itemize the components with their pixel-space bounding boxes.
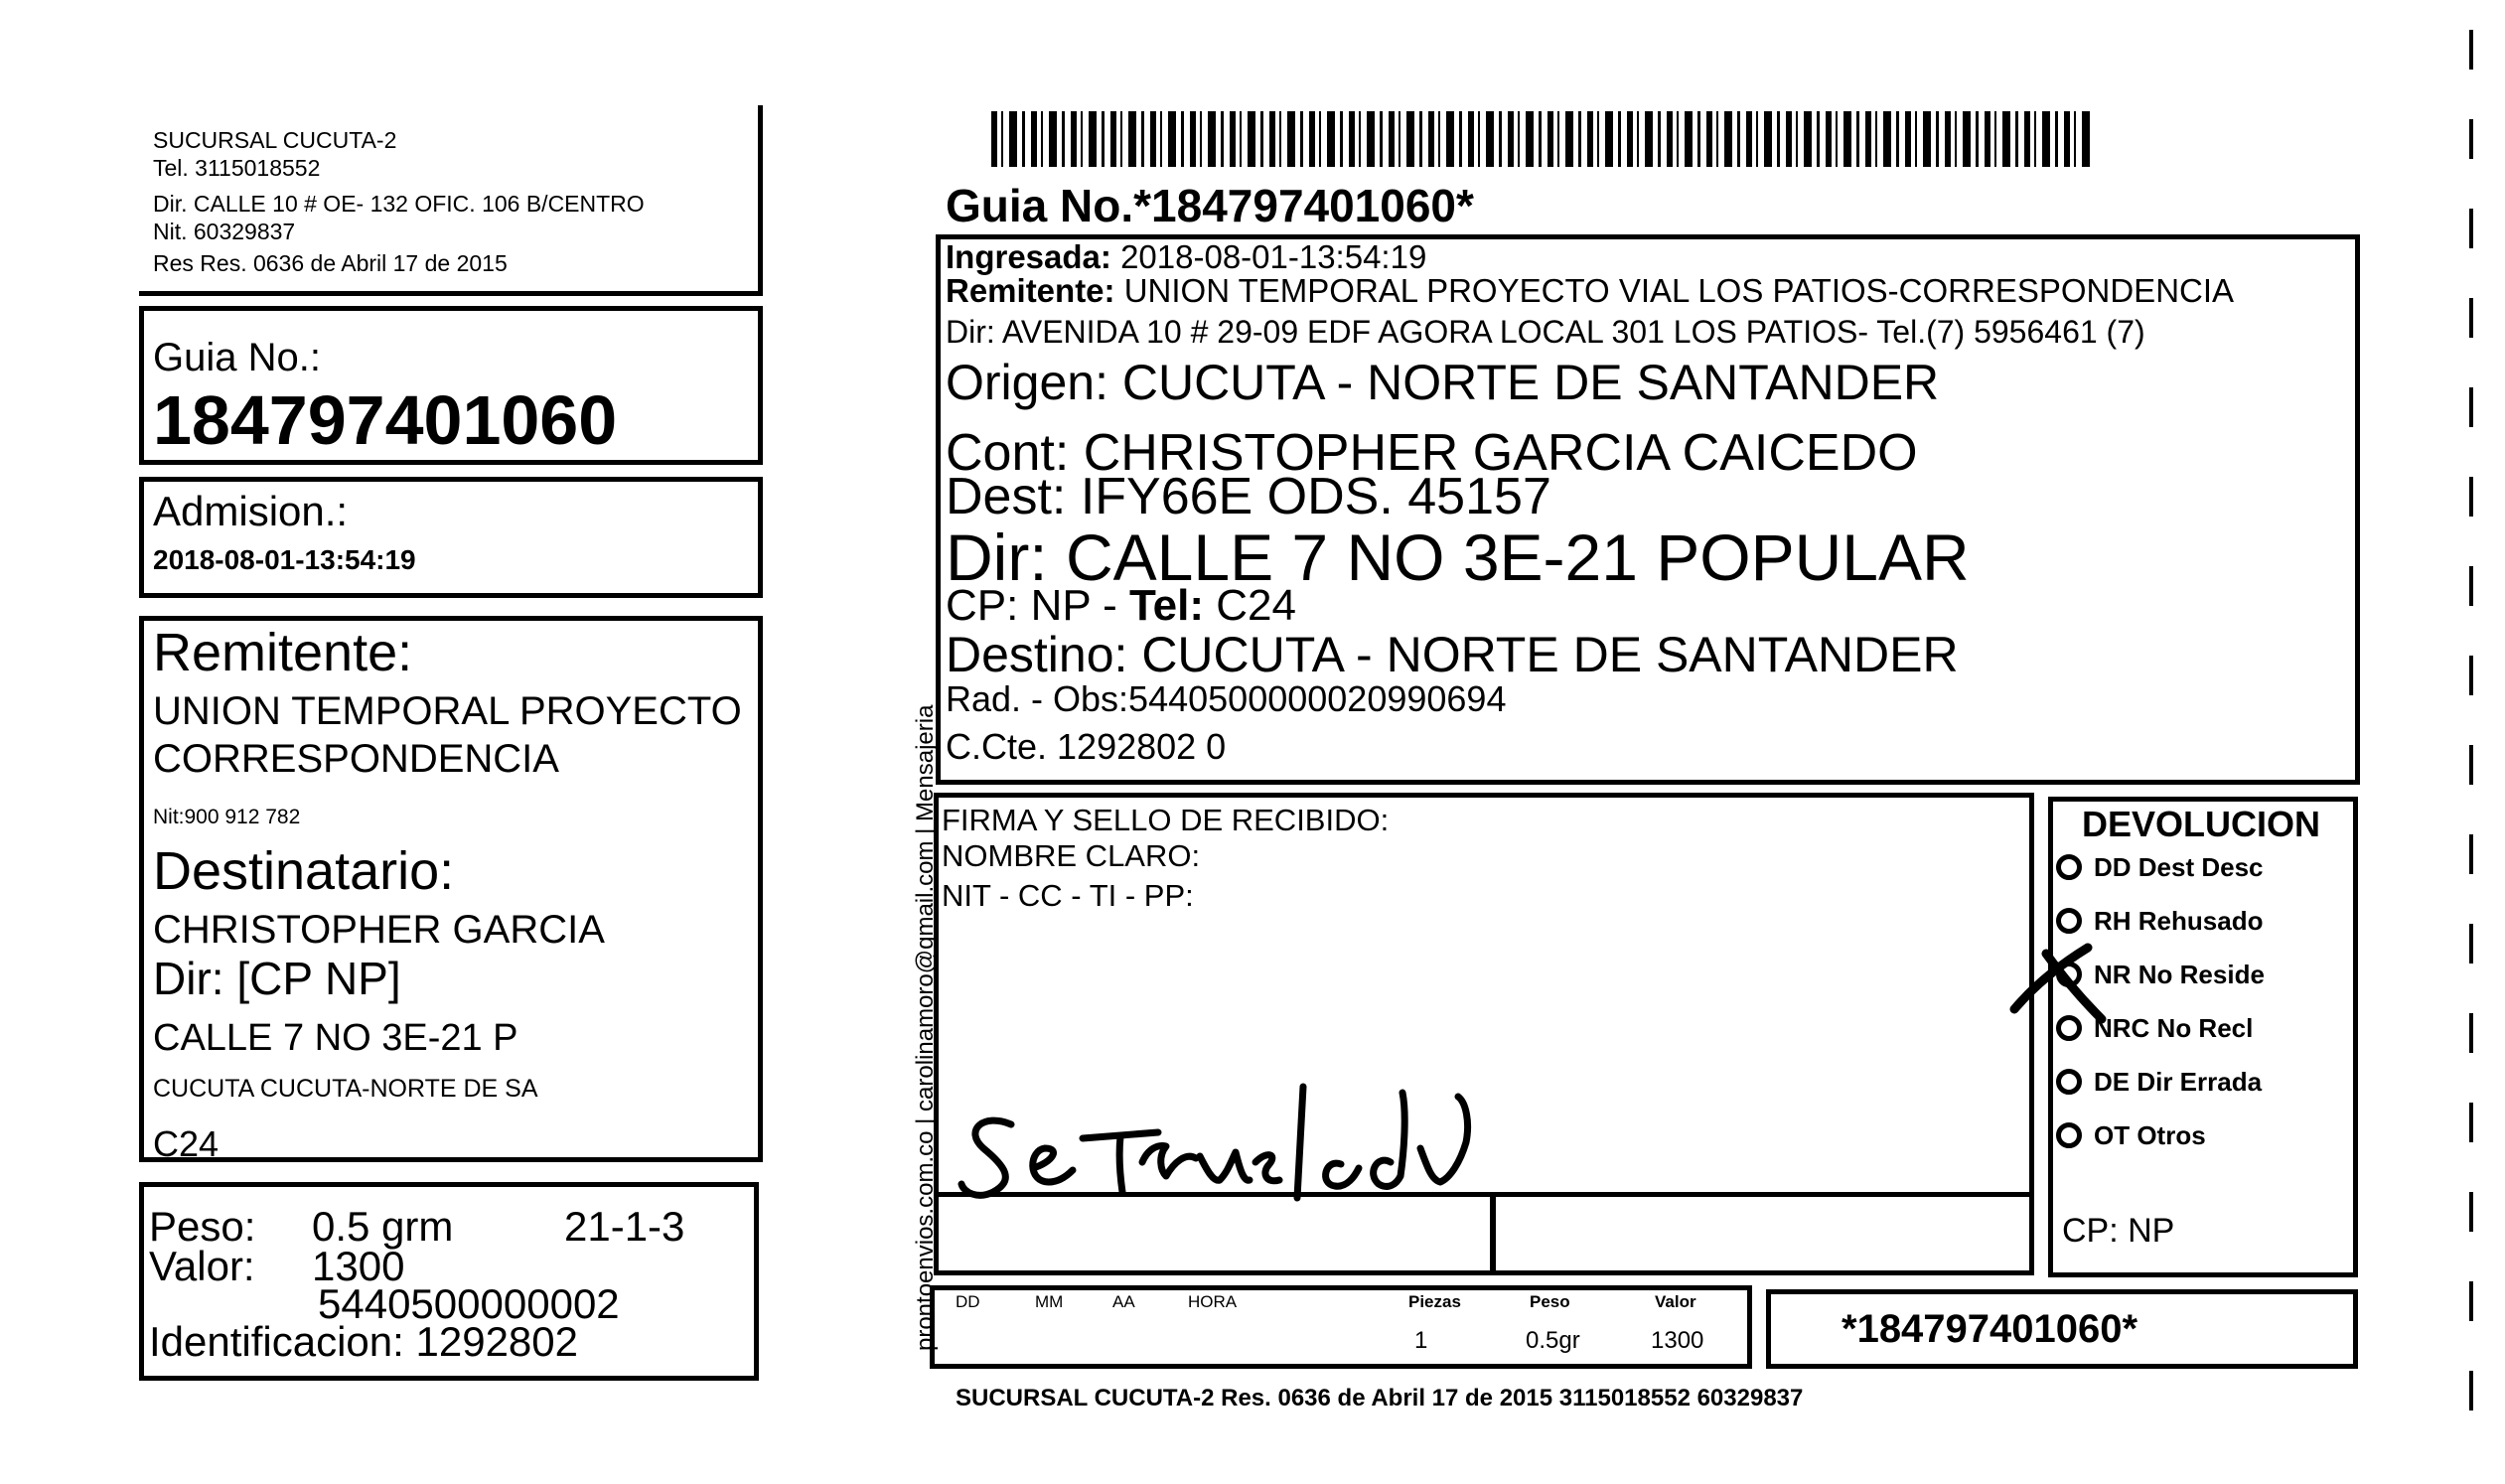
option-rh-label: RH Rehusado: [2094, 906, 2264, 936]
ccte-line: C.Cte. 1292802 0: [946, 726, 1227, 767]
option-ot-label: OT Otros: [2094, 1120, 2206, 1150]
option-dd-label: DD Dest Desc: [2094, 852, 2264, 882]
option-nr-label: NR No Reside: [2094, 960, 2265, 989]
left-valor-label: Valor:: [149, 1243, 255, 1289]
left-destinatario-label: Destinatario:: [153, 841, 455, 901]
left-destinatario-tel: C24: [153, 1123, 220, 1164]
devolucion-title: DEVOLUCION: [2082, 804, 2321, 844]
ingresada-value: 2018-08-01-13:54:19: [1120, 238, 1427, 275]
table-value-valor: 1300: [1651, 1327, 1704, 1354]
cp-tel-line: [946, 581, 1296, 630]
table-header-piezas: Piezas: [1408, 1292, 1461, 1311]
left-header-line-3: Dir. CALLE 10 # OE- 132 OFIC. 106 B/CENTRO: [153, 191, 645, 217]
table-header-mm: MM: [1035, 1292, 1064, 1311]
left-guia-number: 184797401060: [153, 381, 618, 459]
table-header-hora: HORA: [1188, 1292, 1238, 1311]
option-de-label: DE Dir Errada: [2094, 1067, 2263, 1097]
left-peso-label: Peso:: [149, 1203, 256, 1250]
cont-line: Cont: CHRISTOPHER GARCIA CAICEDO: [946, 424, 1918, 482]
left-valor-value: 1300: [312, 1243, 405, 1289]
firma-bottom-right-cell: [1490, 1192, 2034, 1275]
remitente-label: Remitente:: [946, 272, 1115, 309]
table-value-piezas: 1: [1414, 1327, 1428, 1354]
barcode-number: *184797401060*: [1842, 1307, 2138, 1351]
radio-de[interactable]: [2056, 1069, 2082, 1095]
barcode: [991, 111, 2090, 167]
origen-line: Origen: CUCUTA - NORTE DE SANTANDER: [946, 355, 1940, 410]
radio-rh[interactable]: [2056, 908, 2082, 934]
table-value-peso: 0.5gr: [1526, 1327, 1580, 1354]
tel-value: C24: [1203, 581, 1296, 630]
handwriting-se-traslado: [954, 1053, 1549, 1212]
firma-line-2: NOMBRE CLARO:: [942, 838, 1201, 873]
left-remitente-nit: Nit:900 912 782: [153, 806, 301, 828]
left-peso-value: 0.5 grm: [312, 1203, 454, 1250]
left-header-line-2: Tel. 3115018552: [153, 155, 321, 181]
remitente-line: [946, 274, 2234, 307]
remitente-value: UNION TEMPORAL PROYECTO VIAL LOS PATIOS-CORRESPONDENCIA: [1123, 272, 2235, 309]
radio-dd[interactable]: [2056, 854, 2082, 880]
firma-bottom-left-cell: [934, 1192, 1496, 1275]
rad-line: Rad. - Obs:5440500000020990694: [946, 678, 1507, 719]
left-header-line-4: Nit. 60329837: [153, 219, 296, 244]
destino-line: Destino: CUCUTA - NORTE DE SANTANDER: [946, 627, 1959, 682]
left-header-line-5: Res Res. 0636 de Abril 17 de 2015: [153, 250, 508, 276]
left-admision-value: 2018-08-01-13:54:19: [153, 544, 416, 575]
ingresada-label: Ingresada:: [946, 238, 1111, 275]
left-destinatario-dir: Dir: [CP NP]: [153, 953, 401, 1004]
firma-line-1: FIRMA Y SELLO DE RECIBIDO:: [942, 803, 1390, 837]
left-peso-code: 21-1-3: [564, 1203, 685, 1250]
left-admision-label: Admision.:: [153, 488, 349, 534]
table-header-valor: Valor: [1655, 1292, 1696, 1311]
dest-line: Dest: IFY66E ODS. 45157: [946, 468, 1551, 525]
table-header-peso: Peso: [1530, 1292, 1570, 1311]
left-peso-ident: Identificacion: 1292802: [149, 1318, 578, 1365]
radio-ot[interactable]: [2056, 1122, 2082, 1148]
handwritten-check-mark: [2006, 934, 2116, 1043]
scan-edge-mark: [2469, 30, 2473, 1460]
cp-prefix: CP: NP -: [946, 581, 1130, 630]
devolucion-cp: CP: NP: [2062, 1212, 2175, 1250]
left-destinatario-address: CALLE 7 NO 3E-21 P: [153, 1017, 518, 1059]
table-header-dd: DD: [956, 1292, 980, 1311]
left-destinatario-name: CHRISTOPHER GARCIA: [153, 908, 605, 952]
right-guia-title: Guia No.*184797401060*: [946, 180, 1474, 231]
left-remitente-line-2: CORRESPONDENCIA: [153, 737, 559, 781]
left-peso-ref: 5440500000002: [318, 1280, 620, 1327]
dir-big-line: Dir: CALLE 7 NO 3E-21 POPULAR: [946, 520, 1970, 594]
firma-line-3: NIT - CC - TI - PP:: [942, 878, 1194, 913]
table-header-aa: AA: [1112, 1292, 1135, 1311]
left-remitente-label: Remitente:: [153, 623, 413, 682]
dir-line: Dir: AVENIDA 10 # 29-09 EDF AGORA LOCAL 301 LOS PATIOS- Tel.(7) 5956461 (7): [946, 314, 2145, 350]
left-header-line-1: SUCURSAL CUCUTA-2: [153, 127, 397, 153]
tel-label: Tel:: [1129, 581, 1204, 630]
left-guia-label: Guia No.:: [153, 336, 321, 379]
left-remitente-line-1: UNION TEMPORAL PROYECTO: [153, 689, 742, 733]
ingresada-line: [946, 240, 1426, 273]
option-nrc-label: NRC No Recl: [2094, 1013, 2254, 1043]
footer-text: SUCURSAL CUCUTA-2 Res. 0636 de Abril 17 de 2015 3115018552 60329837: [956, 1385, 1804, 1411]
left-destinatario-city: CUCUTA CUCUTA-NORTE DE SA: [153, 1075, 538, 1103]
side-vertical-text: prontoenvios.com.co | carolinamoro@gmail.com | Mensajeria: [912, 704, 939, 1351]
